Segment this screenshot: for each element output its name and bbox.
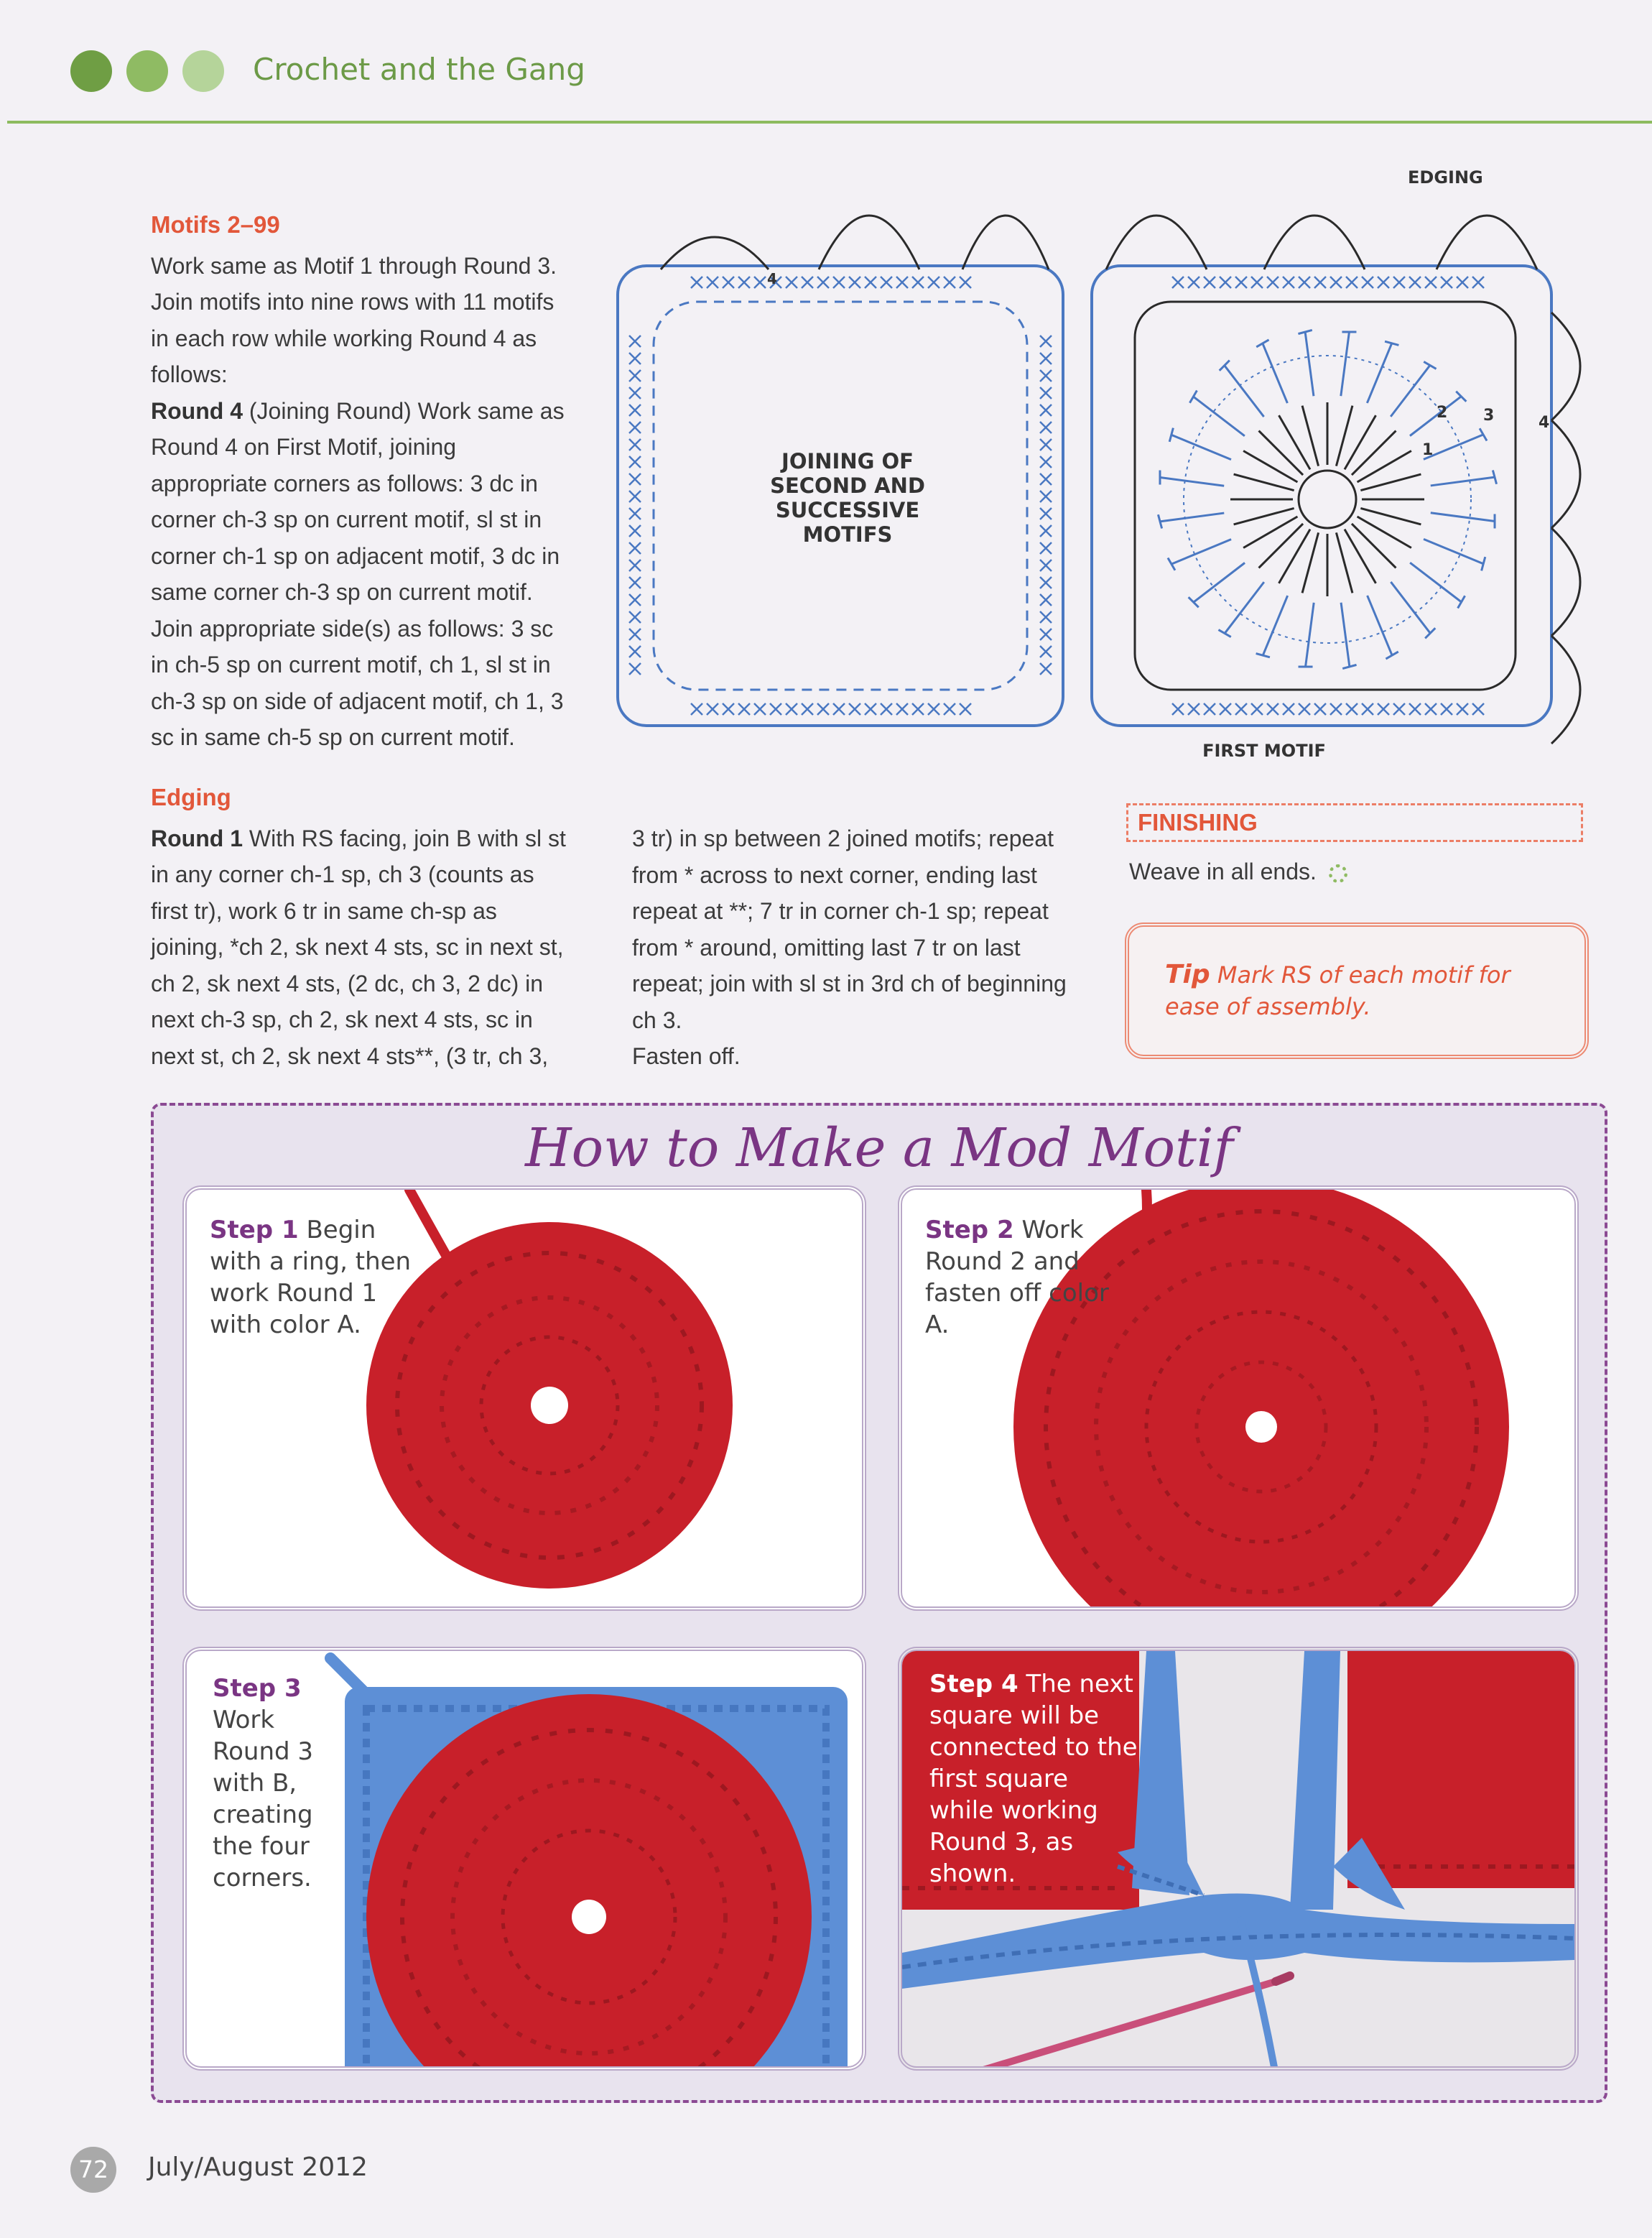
finishing-heading: FINISHING <box>1138 809 1258 836</box>
round-number-2: 2 <box>1437 404 1448 422</box>
step-1-card <box>182 1185 866 1611</box>
joining-label-line-4: MOTIFS <box>802 522 893 547</box>
step-3-card <box>182 1647 866 2071</box>
step-2-card <box>898 1185 1579 1611</box>
round-number-1: 1 <box>1422 441 1434 459</box>
motifs-section <box>151 207 567 756</box>
step-3-lead: Step 3 <box>213 1674 302 1703</box>
issue-date: July/August 2012 <box>148 2153 368 2182</box>
first-motif-label: FIRST MOTIF <box>1202 741 1326 761</box>
edging-column-1 <box>151 780 575 1074</box>
edging-fasten: Fasten off. <box>632 1043 741 1069</box>
edging-col1-text: With RS facing, join B with sl st in any corner ch-1 sp, ch 3 (counts as first tr), work 6 tr in same ch-sp as joining, *ch 2, sk next 4 sts, sc in next st, ch 2, sk next 4 sts, (2 dc, ch 3, 2 dc) in next ch-3 sp, ch 2, sk next 4 sts, sc in next st, ch 2, sk next 4 sts**, (3 tr, ch 3, <box>151 825 566 1069</box>
series-title: Crochet and the Gang <box>253 52 585 87</box>
step-4-text: The next square will be connected to the first square while working Round 3, as shown. <box>929 1670 1138 1888</box>
round-number-4: 4 <box>1539 414 1550 432</box>
step-2-text: Work Round 2 and fasten off color A. <box>925 1216 1109 1339</box>
edging-round1 <box>151 820 575 1075</box>
edging-col2-text: 3 tr) in sp between 2 joined motifs; repeat from * across to next corner, ending last repeat at **; 7 tr in corner ch-1 sp; repeat from * around, omitting last 7 tr on last repeat; join with sl st in 3rd ch of beginning ch 3. <box>632 826 1067 1033</box>
header-dot-3 <box>182 50 224 92</box>
step-2-lead: Step 2 <box>925 1216 1014 1244</box>
diagram-art <box>618 216 1580 744</box>
finishing-text <box>1129 854 1347 890</box>
howto-title: How to Make a Mod Motif <box>525 1117 1233 1179</box>
step-1-text: Begin with a ring, then work Round 1 with color A. <box>210 1216 412 1339</box>
edging-heading: Edging <box>151 784 231 810</box>
step-4-lead: Step 4 <box>929 1670 1018 1698</box>
round4-text: (Joining Round) Work same as Round 4 on First Motif, joining appropriate corners as follows: 3 dc in corner ch-3 sp on current motif, sl st in corner ch-1 sp on adjacent motif, 3 dc in same corner ch-3 sp on current motif. Join appropriate side(s) as follows: 3 sc in ch-5 sp on current motif, ch 1, sl st in ch-3 sp on side of adjacent motif, ch 1, 3 sc in same ch-5 sp on current motif. <box>151 397 565 750</box>
tip-body: Mark RS of each motif for ease of assembly. <box>1165 961 1511 1020</box>
round-number-3: 3 <box>1483 407 1495 425</box>
motifs-intro: Work same as Motif 1 through Round 3. Join motifs into nine rows with 11 motifs in each row while working Round 4 as follows: <box>151 252 557 387</box>
step-3-label <box>213 1673 320 1894</box>
header-rule <box>7 121 1652 124</box>
finishing-body: Weave in all ends. <box>1129 859 1317 884</box>
motifs-round4 <box>151 393 567 756</box>
round4-lead: Round 4 <box>151 397 243 424</box>
motifs-heading: Motifs 2–99 <box>151 211 280 238</box>
step-3-text: Work Round 3 with B, creating the four corners. <box>213 1706 314 1892</box>
step-1-label <box>210 1214 425 1341</box>
header-dot-2 <box>126 50 168 92</box>
step-4-label <box>929 1668 1138 1890</box>
joining-label-line-3: SUCCESSIVE <box>775 498 920 522</box>
step-4-card <box>898 1647 1579 2071</box>
tip-lead: Tip <box>1165 960 1210 989</box>
header-dot-1 <box>70 50 112 92</box>
edging-label: EDGING <box>1408 167 1483 188</box>
join-number: 4 <box>767 270 777 287</box>
edging-round1-lead: Round 1 <box>151 825 243 851</box>
step-1-lead: Step 1 <box>210 1216 299 1244</box>
page-number: 72 <box>70 2147 116 2193</box>
joining-label-line-1: JOINING OF <box>781 449 914 473</box>
tip-text <box>1165 959 1567 1022</box>
edging-column-2 <box>632 820 1077 1075</box>
flower-end-icon <box>1329 864 1347 883</box>
step-2-label <box>925 1214 1112 1341</box>
joining-label-line-2: SECOND AND <box>770 473 925 498</box>
crochet-diagram <box>603 154 1638 772</box>
